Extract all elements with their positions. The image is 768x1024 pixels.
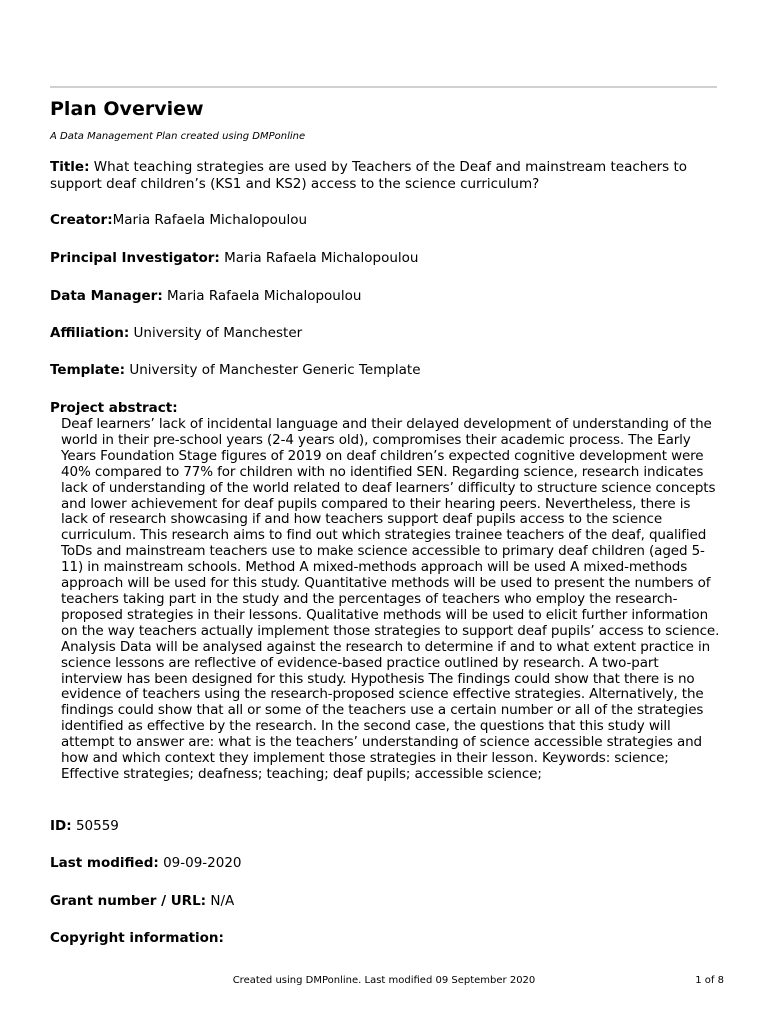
- id-field: [50, 818, 718, 835]
- data-manager-value: Maria Rafaela Michalopoulou: [167, 288, 362, 304]
- creator-label: Creator:: [50, 212, 113, 228]
- id-value: 50559: [75, 818, 119, 834]
- header-divider: [50, 86, 717, 88]
- title-field: [50, 159, 718, 193]
- project-abstract-label: Project abstract:: [50, 400, 178, 416]
- grant-label: Grant number / URL:: [50, 893, 207, 909]
- title-label: Title:: [50, 159, 90, 175]
- data-manager-field: [50, 288, 718, 305]
- page-title: Plan Overview: [50, 98, 204, 120]
- grant-value: N/A: [210, 893, 235, 909]
- footer-text: Created using DMPonline. Last modified 09 September 2020: [232, 975, 536, 986]
- last-modified-value: 09-09-2020: [163, 855, 242, 871]
- creator-value: Maria Rafaela Michalopoulou: [112, 212, 308, 228]
- template-field: [50, 362, 718, 379]
- affiliation-field: [50, 325, 718, 342]
- id-label: ID:: [50, 818, 72, 834]
- creator-field: [50, 212, 718, 229]
- affiliation-value: University of Manchester: [133, 325, 303, 341]
- last-modified-field: [50, 855, 718, 872]
- page-subtitle: A Data Management Plan created using DMPonline: [50, 131, 306, 142]
- data-manager-label: Data Manager:: [50, 288, 163, 304]
- principal-investigator-value: Maria Rafaela Michalopoulou: [224, 250, 419, 266]
- title-value: What teaching strategies are used by Teachers of the Deaf and mainstream teachers to support deaf children’s (KS1 and KS2) access to the science curriculum?: [50, 159, 688, 192]
- template-label: Template:: [50, 362, 126, 378]
- template-value: University of Manchester Generic Template: [129, 362, 421, 378]
- copyright-field: [50, 930, 718, 947]
- affiliation-label: Affiliation:: [50, 325, 130, 341]
- principal-investigator-field: [50, 250, 718, 267]
- page-number: 1 of 8: [695, 975, 724, 986]
- grant-field: [50, 893, 718, 910]
- project-abstract-text: Deaf learners’ lack of incidental language and their delayed development of understanding of the world in their pre-school years (2-4 years old), compromises their academic process. The Early Years Foundation Stage figures of 2019 on deaf children’s expected cognitive development were 40% compared to 77% for children with no identified SEN. Regarding science, research indicates lack of understanding of the world related to deaf learners’ difficulty to structure science concepts and lower achievement for deaf pupils compared to their hearing peers. Nevertheless, there is lack of research showcasing if and how teachers support deaf pupils access to the science curriculum. This research aims to find out which strategies trainee teachers of the deaf, qualified ToDs and mainstream teachers use to make science accessible to primary deaf children (aged 5-11) in mainstream schools. Method A mixed-methods approach will be used A mixed-methods approach will be used for this study. Quantitative methods will be used to present the numbers of teachers taking part in the study and the percentages of teachers who employ the research-proposed strategies in their lessons. Qualitative methods will be used to elicit further information on the way teachers actually implement those strategies to support deaf pupils’ access to science. Analysis Data will be analysed against the research to determine if and to what extent practice in science lessons are reflective of evidence-based practice outlined by research. A two-part interview has been designed for this study. Hypothesis The findings could show that there is no evidence of teachers using the research-proposed science effective strategies. Alternatively, the findings could show that all or some of the teachers use a certain number or all of the strategies identified as effective by the research. In the second case, the questions that this study will attempt to answer are: what is the teachers’ understanding of science accessible strategies and how and which context they implement those strategies in their lesson. Keywords: science; Effective strategies; deafness; teaching; deaf pupils; accessible science;: [61, 416, 720, 782]
- copyright-label: Copyright information:: [50, 930, 224, 946]
- principal-investigator-label: Principal Investigator:: [50, 250, 220, 266]
- last-modified-label: Last modified:: [50, 855, 159, 871]
